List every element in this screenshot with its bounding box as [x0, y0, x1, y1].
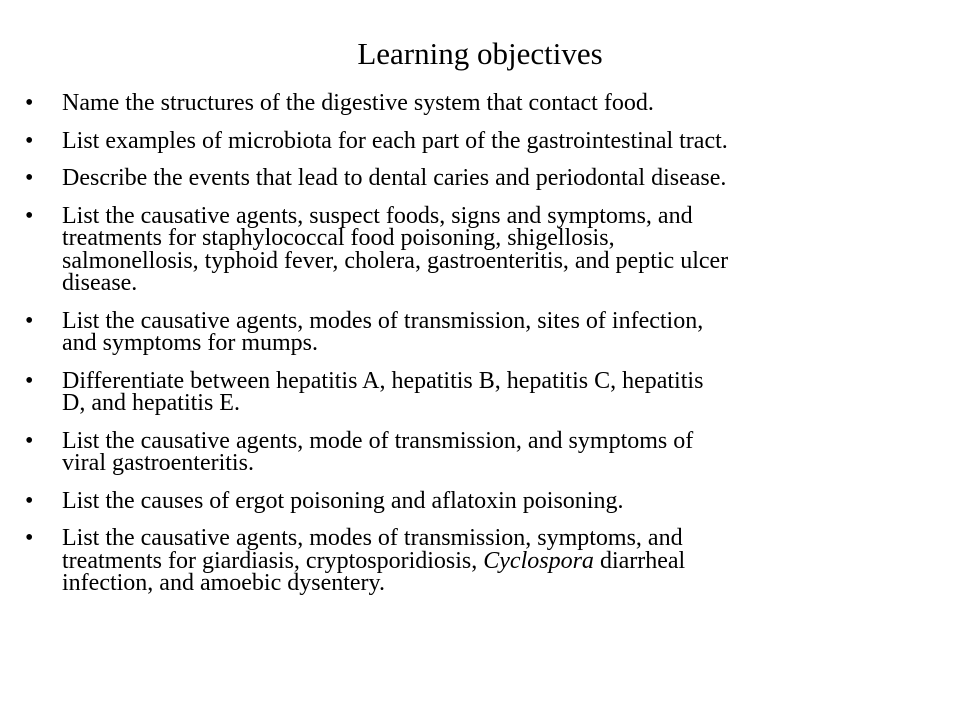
bullet-icon: • — [25, 487, 34, 514]
objective-text-line: salmonellosis, typhoid fever, cholera, gastroenteritis, and peptic ulcer — [62, 247, 729, 274]
objective-item-9 — [25, 527, 950, 595]
objective-text-line: Differentiate between hepatitis A, hepatitis B, hepatitis C, hepatitis — [62, 367, 704, 394]
objective-item-6 — [25, 367, 950, 416]
objective-text-line: viral gastroenteritis. — [62, 450, 254, 476]
objective-text-line: treatments for staphylococcal food poisoning, shigellosis, — [62, 225, 615, 251]
bullet-icon: • — [25, 367, 34, 394]
objective-text: Name the structures of the digestive system that contact food. — [62, 90, 654, 116]
bullet-icon: • — [25, 127, 34, 154]
objective-item-7 — [25, 427, 950, 476]
objective-item-8 — [25, 487, 950, 514]
bullet-icon: • — [25, 202, 34, 229]
objective-text-line: List the causative agents, mode of transmission, and symptoms of — [62, 427, 694, 454]
objective-text-line: disease. — [62, 270, 138, 296]
objective-text-line: D, and hepatitis E. — [62, 390, 240, 416]
objective-text-line: List the causative agents, modes of transmission, symptoms, and — [62, 525, 683, 551]
organism-name-italic: Cyclospora — [483, 547, 594, 574]
objective-text-line: List the causative agents, suspect foods, signs and symptoms, and — [62, 202, 693, 229]
objective-text-segment: diarrheal — [599, 547, 686, 574]
objective-text-line: infection, and amoebic dysentery. — [62, 570, 385, 596]
objective-item-4 — [25, 202, 950, 296]
bullet-icon: • — [25, 90, 34, 116]
objective-text-line: and symptoms for mumps. — [62, 330, 318, 356]
objective-item-1 — [25, 92, 950, 115]
objective-item-5 — [25, 307, 950, 356]
objective-text: List the causes of ergot poisoning and aflatoxin poisoning. — [62, 487, 624, 514]
objectives-list — [25, 92, 950, 610]
objective-text: List examples of microbiota for each part of the gastrointestinal tract. — [62, 127, 728, 154]
bullet-icon: • — [25, 165, 34, 191]
objective-item-3 — [25, 167, 950, 190]
objective-text-line — [62, 547, 950, 574]
objective-text-segment: treatments for giardiasis, cryptosporidiosis, — [62, 547, 478, 574]
bullet-icon: • — [25, 307, 34, 334]
slide-title: Learning objectives — [357, 36, 603, 71]
objective-item-2 — [25, 127, 950, 154]
bullet-icon: • — [25, 427, 34, 454]
objective-text: Describe the events that lead to dental caries and periodontal disease. — [62, 165, 727, 191]
bullet-icon: • — [25, 525, 34, 551]
objective-text-line: List the causative agents, modes of transmission, sites of infection, — [62, 307, 704, 334]
